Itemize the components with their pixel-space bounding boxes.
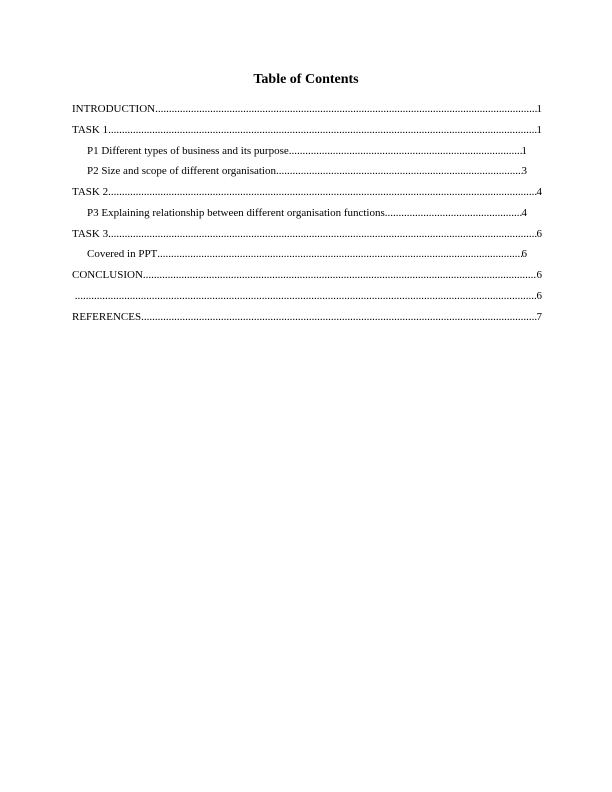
- dot-leader: [108, 185, 536, 199]
- toc-entry-covered-in-ppt[interactable]: [72, 247, 527, 268]
- toc-entry-blank[interactable]: [72, 289, 542, 310]
- toc-entry-label: CONCLUSION: [72, 269, 143, 281]
- dot-leader: [143, 268, 537, 282]
- dot-leader: [108, 227, 536, 241]
- toc-entry-label: P1 Different types of business and its purpose: [87, 144, 289, 157]
- toc-entry-introduction[interactable]: [72, 102, 542, 123]
- toc-entry-label: TASK 3: [72, 227, 109, 240]
- toc-entry-label: REFERENCES: [72, 310, 142, 323]
- toc-entry-page: 6: [521, 248, 527, 261]
- toc-entry-conclusion[interactable]: [72, 268, 542, 289]
- dot-leader: [75, 289, 537, 303]
- toc-entry-p1[interactable]: [72, 144, 527, 165]
- toc-entry-page: 1: [521, 144, 527, 157]
- toc-entry-page: 1: [536, 123, 542, 136]
- dot-leader: [289, 144, 522, 158]
- toc-entry-page: 3: [521, 165, 527, 178]
- toc-entry-label: P3 Explaining relationship between different organisation functions: [87, 206, 385, 219]
- toc-entry-task-1[interactable]: [72, 123, 542, 144]
- dot-leader: [108, 123, 536, 137]
- toc-entry-label: TASK 2: [72, 186, 109, 198]
- toc-entry-label: Covered in PPT: [87, 248, 158, 261]
- toc-entry-label: INTRODUCTION: [72, 103, 156, 115]
- toc-entry-p3[interactable]: [72, 206, 527, 227]
- dot-leader: [155, 102, 536, 116]
- dot-leader: [141, 310, 536, 324]
- dot-leader: [385, 206, 522, 220]
- toc-entry-page: 7: [536, 310, 542, 323]
- dot-leader: [276, 164, 522, 178]
- toc-entry-page: 1: [536, 103, 542, 115]
- toc-entry-page: 4: [521, 206, 527, 219]
- dot-leader: [157, 247, 521, 261]
- toc-entry-page: 6: [536, 269, 542, 281]
- toc-entry-task-2[interactable]: [72, 185, 542, 206]
- toc-entry-label: TASK 1: [72, 123, 109, 136]
- toc-entry-page: 6: [536, 289, 542, 302]
- toc-entry-references[interactable]: [72, 310, 542, 331]
- toc-list: [72, 102, 542, 330]
- toc-entry-p2[interactable]: [72, 164, 527, 185]
- toc-title: Table of Contents: [253, 72, 359, 87]
- toc-entry-label: P2 Size and scope of different organisation: [87, 165, 276, 178]
- toc-entry-task-3[interactable]: [72, 227, 542, 248]
- toc-entry-page: 4: [536, 186, 542, 198]
- toc-entry-page: 6: [536, 227, 542, 240]
